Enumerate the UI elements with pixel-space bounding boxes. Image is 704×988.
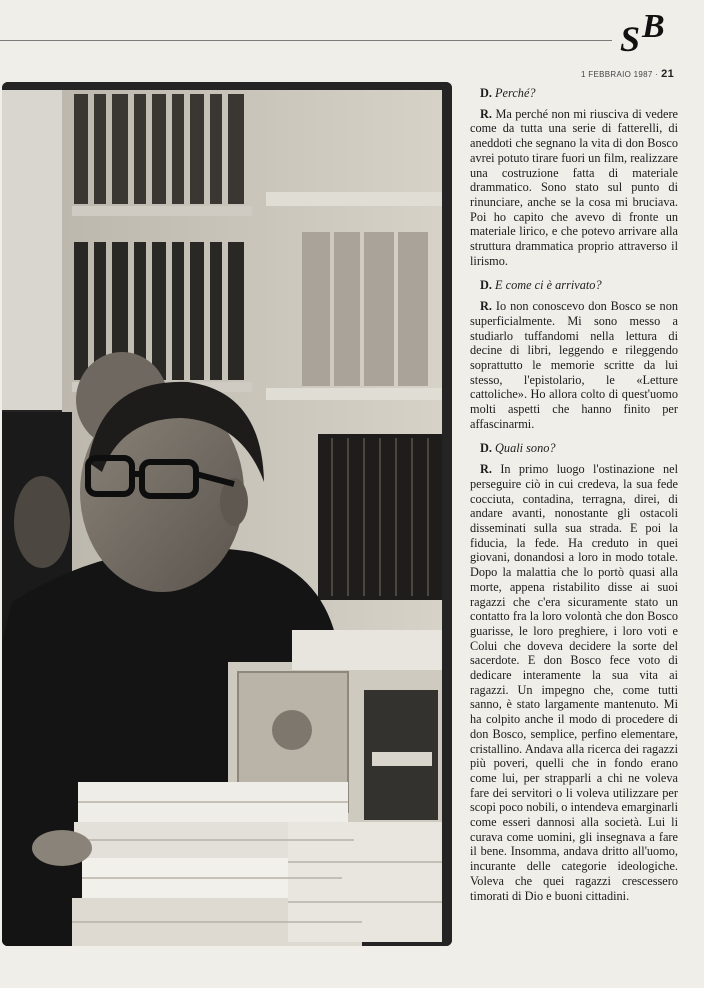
magazine-logo [616,8,696,60]
question-text: Quali sono? [495,441,556,456]
header-rule [0,40,612,41]
article-photo [2,82,452,946]
answer-1 [470,107,678,269]
answer-label: R. [480,299,492,314]
answer-3 [470,462,678,903]
logo-letter-s: S [620,19,641,59]
answer-label: R. [480,462,492,477]
question-3 [480,441,678,456]
folio-date: 1 FEBBRAIO 1987 · [581,70,659,79]
question-label: D. [480,278,492,293]
answer-text: Io non conoscevo don Bosco se non superficialmente. Mi sono messo a studiarlo tuffandomi nella lettura di decine di libri, leggendo e rileggendo soprattutto le memorie scritte da lui stesso, l'epistolario, le «Letture cattoliche». Ho allora colto di quest'uomo molti aspetti che hanno finito per affascinarmi. [470,299,678,431]
question-label: D. [480,441,492,456]
answer-text: Ma perché non mi riusciva di vedere come da tutta una serie di fatterelli, di aneddoti che segnano la vita di don Bosco avrei potuto tirare fuori un film, realizzare una costruzione fatta di materiale drammatico. Sono stato sul punto di rinunciare, anche se la cosa mi bruciava. Poi ho capito che avevo di fronte un materiale lirico, e che potevo arrivare alla struttura drammatica proprio attraverso il lirismo. [470,106,679,268]
photo-illustration [2,82,452,946]
question-label: D. [480,86,492,100]
question-text: E come ci è arrivato? [495,278,602,293]
interview-column [470,84,678,903]
answer-text: In primo luogo l'ostinazione nel perseguire ciò in cui credeva, la sua fede cocciuta, contadina, terragna, direi, di andare avanti, nonostante gli ostacoli disseminati sulla sua strada. E poi la fiducia, la fede. Ha creduto in quei giovani, donandosi a loro in modo totale. Dopo la malattia che lo portò quasi alla morte, appena ristabilito disse ai suoi ragazzi che c'era sicuramente stato un contatto fra la loro volontà che don Bosco guarisse, le loro preghiere, i loro voti e Colui che doveva decidere la sorte del sacerdote. E don Bosco fece voto di dedicare interamente la sua vita ai ragazzi. Un impegno che, come tutti sanno, è stato largamente mantenuto. Mi ha colpito anche il modo di procedere di don Bosco, semplice, perfino elementare, cristallino. Andava alla ricerca dei ragazzi più poveri, quelli che in fondo erano come lui, per strapparli a chi ne voleva fare dei servitori o li voleva utilizzare per scopi poco nobili, o intendeva emarginarli come esseri dannosi alla società. Lui li curava come uomini, gli insegnava a fare il bene. Insomma, andava dritto all'uomo, incurante delle categorie ideologiche. Voleva che quei ragazzi crescessero timorati di Dio e buoni cittadini. [470,462,678,903]
question-text: Perché? [495,86,536,100]
question-2 [480,278,678,293]
page-folio [560,68,674,80]
page-number: 21 [661,68,674,80]
logo-letter-b: B [642,8,665,45]
answer-2 [470,299,678,431]
question-1 [480,86,678,101]
answer-label: R. [480,106,492,121]
